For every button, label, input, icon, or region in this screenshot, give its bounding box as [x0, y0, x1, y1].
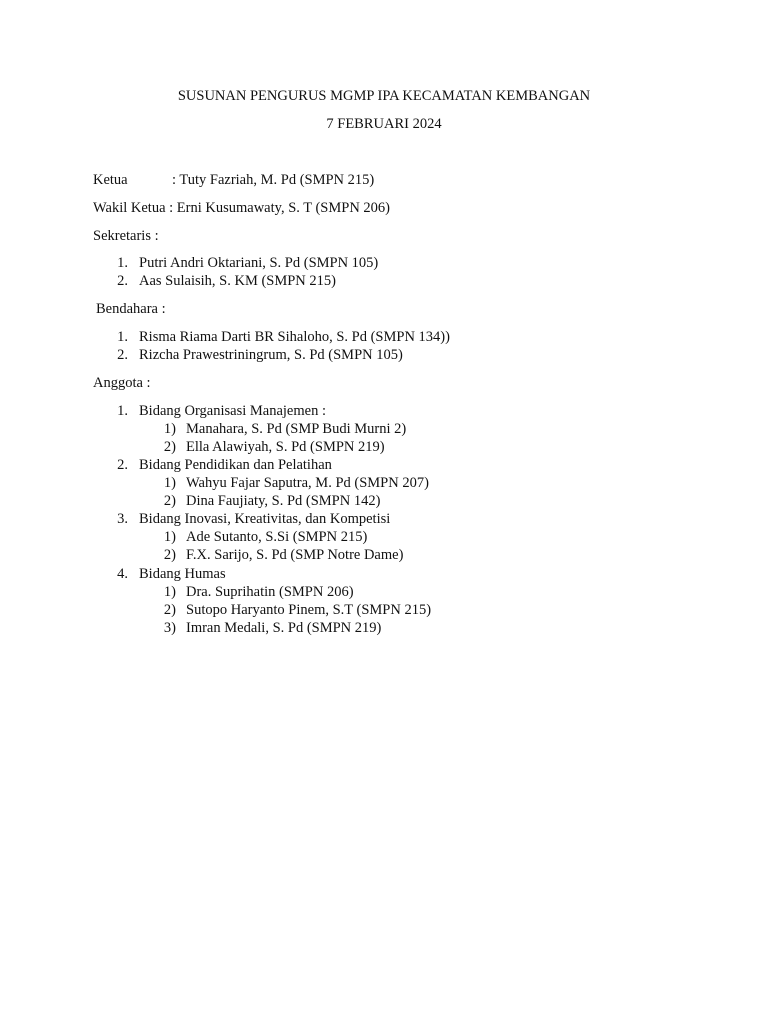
list-number: 1. — [117, 403, 128, 419]
list-number: 2. — [117, 273, 128, 289]
anggota-label: Anggota : — [93, 375, 151, 391]
member-number: 1) — [163, 529, 176, 545]
list-item: Putri Andri Oktariani, S. Pd (SMPN 105) — [139, 255, 379, 271]
member-number: 2) — [163, 602, 176, 618]
bidang-name: Bidang Pendidikan dan Pelatihan — [139, 457, 332, 473]
ketua-value: : Tuty Fazriah, M. Pd (SMPN 215) — [172, 172, 375, 188]
member-number: 1) — [163, 421, 176, 437]
bidang-name: Bidang Humas — [139, 566, 226, 582]
member-number: 2) — [163, 547, 176, 563]
list-item: Rizcha Prawestriningrum, S. Pd (SMPN 105) — [139, 347, 403, 363]
wakil-ketua-line: Wakil Ketua : Erni Kusumawaty, S. T (SMPN 206) — [93, 200, 391, 216]
member-item: Ade Sutanto, S.Si (SMPN 215) — [186, 529, 368, 545]
member-item: Manahara, S. Pd (SMP Budi Murni 2) — [186, 421, 407, 437]
member-number: 1) — [163, 584, 176, 600]
member-item: Ella Alawiyah, S. Pd (SMPN 219) — [186, 439, 385, 455]
list-number: 1. — [117, 329, 128, 345]
member-item: Imran Medali, S. Pd (SMPN 219) — [186, 620, 382, 636]
bidang-name: Bidang Inovasi, Kreativitas, dan Kompetisi — [139, 511, 391, 527]
member-number: 2) — [163, 439, 176, 455]
list-number: 2. — [117, 457, 128, 473]
member-item: Sutopo Haryanto Pinem, S.T (SMPN 215) — [186, 602, 432, 618]
bidang-name: Bidang Organisasi Manajemen : — [139, 403, 326, 419]
member-item: Dina Faujiaty, S. Pd (SMPN 142) — [186, 493, 381, 509]
document-date: 7 FEBRUARI 2024 — [326, 116, 442, 132]
member-number: 1) — [163, 475, 176, 491]
list-item: Aas Sulaisih, S. KM (SMPN 215) — [139, 273, 336, 289]
list-number: 1. — [117, 255, 128, 271]
member-item: Dra. Suprihatin (SMPN 206) — [186, 584, 354, 600]
sekretaris-label: Sekretaris : — [93, 228, 159, 244]
member-number: 2) — [163, 493, 176, 509]
member-item: F.X. Sarijo, S. Pd (SMP Notre Dame) — [186, 547, 404, 563]
member-number: 3) — [163, 620, 176, 636]
list-item: Risma Riama Darti BR Sihaloho, S. Pd (SMPN 134)) — [139, 329, 450, 345]
member-item: Wahyu Fajar Saputra, M. Pd (SMPN 207) — [186, 475, 429, 491]
ketua-label: Ketua — [93, 172, 128, 188]
list-number: 3. — [117, 511, 128, 527]
list-number: 2. — [117, 347, 128, 363]
document-title: SUSUNAN PENGURUS MGMP IPA KECAMATAN KEMBANGAN — [177, 88, 591, 104]
bendahara-label: Bendahara : — [96, 301, 166, 317]
list-number: 4. — [117, 566, 128, 582]
